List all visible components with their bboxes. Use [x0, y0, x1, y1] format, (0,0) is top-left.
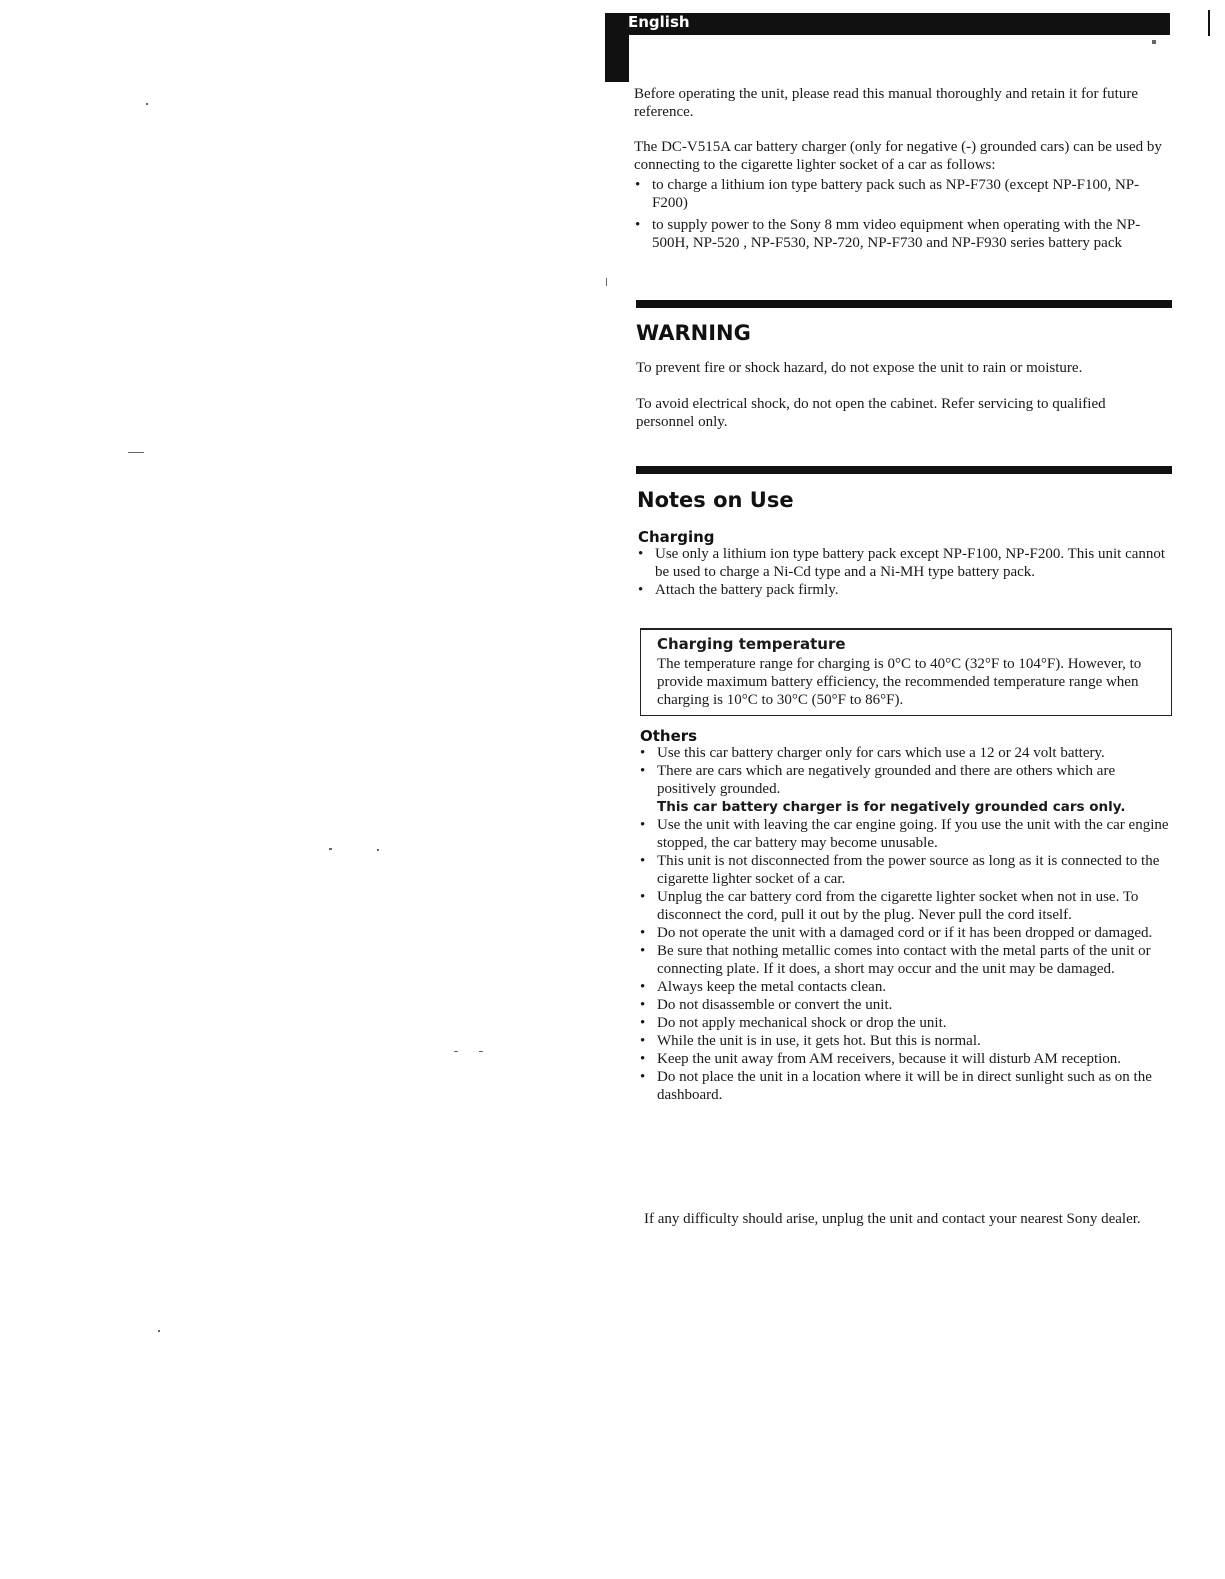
scan-speck: [128, 452, 144, 453]
language-header-bar: [605, 13, 1170, 35]
others-heading: Others: [640, 727, 698, 745]
closing-paragraph: If any difficulty should arise, unplug the unit and contact your nearest Sony dealer.: [644, 1211, 1141, 1227]
list-item: • Unplug the car battery cord from the cigarette lighter socket when not in use. To disconnect the cord, pull it out by the plug. Never pull the cord itself.: [637, 888, 1177, 924]
list-item-text: There are cars which are negatively grounded and there are others which are positively grounded.: [657, 763, 1116, 797]
intro-bullet-list: [632, 176, 1152, 252]
list-item: • Do not operate the unit with a damaged cord or if it has been dropped or damaged.: [637, 924, 1177, 942]
scan-speck: [329, 848, 332, 850]
charging-heading: Charging: [638, 528, 715, 546]
scan-speck: [158, 1330, 160, 1332]
list-item: • Do not disassemble or convert the unit.: [637, 996, 1177, 1014]
list-item: • This unit is not disconnected from the power source as long as it is connected to the cigarette lighter socket of a car.: [637, 852, 1177, 888]
charging-bullet-list: [635, 545, 1170, 599]
language-label: English: [628, 13, 690, 31]
list-item: • Use only a lithium ion type battery pack except NP-F100, NP-F200. This unit cannot be used to charge a Ni-Cd type and a Ni-MH type battery pack.: [635, 545, 1170, 581]
warning-paragraph-2: To avoid electrical shock, do not open the cabinet. Refer servicing to qualified personnel only.: [636, 396, 1106, 430]
list-item: • to supply power to the Sony 8 mm video equipment when operating with the NP-500H, NP-520 , NP-F530, NP-720, NP-F730 and NP-F930 series battery pack: [632, 216, 1152, 252]
list-item: • Do not apply mechanical shock or drop the unit.: [637, 1014, 1177, 1032]
charging-temperature-box: [640, 628, 1172, 716]
scan-speck: [479, 1051, 483, 1052]
list-item: • Always keep the metal contacts clean.: [637, 978, 1177, 996]
list-item: • Use the unit with leaving the car engine going. If you use the unit with the car engine stopped, the car battery may become unusable.: [637, 816, 1177, 852]
scan-speck: [146, 103, 148, 105]
warning-title: WARNING: [636, 321, 751, 345]
negative-ground-emphasis: This car battery charger is for negatively grounded cars only.: [657, 799, 1126, 815]
list-item: • Attach the battery pack firmly.: [635, 581, 1170, 599]
page-edge-mark: [1208, 10, 1210, 36]
list-item: • Keep the unit away from AM receivers, because it will disturb AM reception.: [637, 1050, 1177, 1068]
list-item: • While the unit is in use, it gets hot. But this is normal.: [637, 1032, 1177, 1050]
scan-speck: [454, 1051, 458, 1052]
list-item: • Be sure that nothing metallic comes into contact with the metal parts of the unit or connecting plate. If it does, a short may occur and the unit may be damaged.: [637, 942, 1177, 978]
list-item: • to charge a lithium ion type battery pack such as NP-F730 (except NP-F100, NP-F200): [632, 176, 1152, 212]
charging-temperature-text: The temperature range for charging is 0°C to 40°C (32°F to 104°F). However, to provide maximum battery efficiency, the recommended temperature range when charging is 10°C to 30°C (50°F to 86°F).: [657, 656, 1142, 708]
scan-speck: [606, 278, 607, 286]
others-bullet-list: [637, 744, 1177, 1104]
notes-title: Notes on Use: [637, 488, 794, 512]
intro-paragraph-2: The DC-V515A car battery charger (only for negative (-) grounded cars) can be used by connecting to the cigarette lighter socket of a car as follows:: [634, 139, 1162, 173]
list-item: [637, 762, 1177, 816]
warning-paragraph-1: To prevent fire or shock hazard, do not expose the unit to rain or moisture.: [636, 360, 1083, 376]
list-item: • Use this car battery charger only for cars which use a 12 or 24 volt battery.: [637, 744, 1177, 762]
list-item: • Do not place the unit in a location where it will be in direct sunlight such as on the dashboard.: [637, 1068, 1177, 1104]
notes-section-rule: [636, 466, 1172, 474]
intro-paragraph-1: Before operating the unit, please read this manual thoroughly and retain it for future reference.: [634, 86, 1139, 120]
scan-speck: [377, 849, 379, 851]
warning-section-rule: [636, 300, 1172, 308]
scan-speck: [1152, 40, 1156, 44]
charging-temperature-heading: Charging temperature: [657, 635, 846, 653]
